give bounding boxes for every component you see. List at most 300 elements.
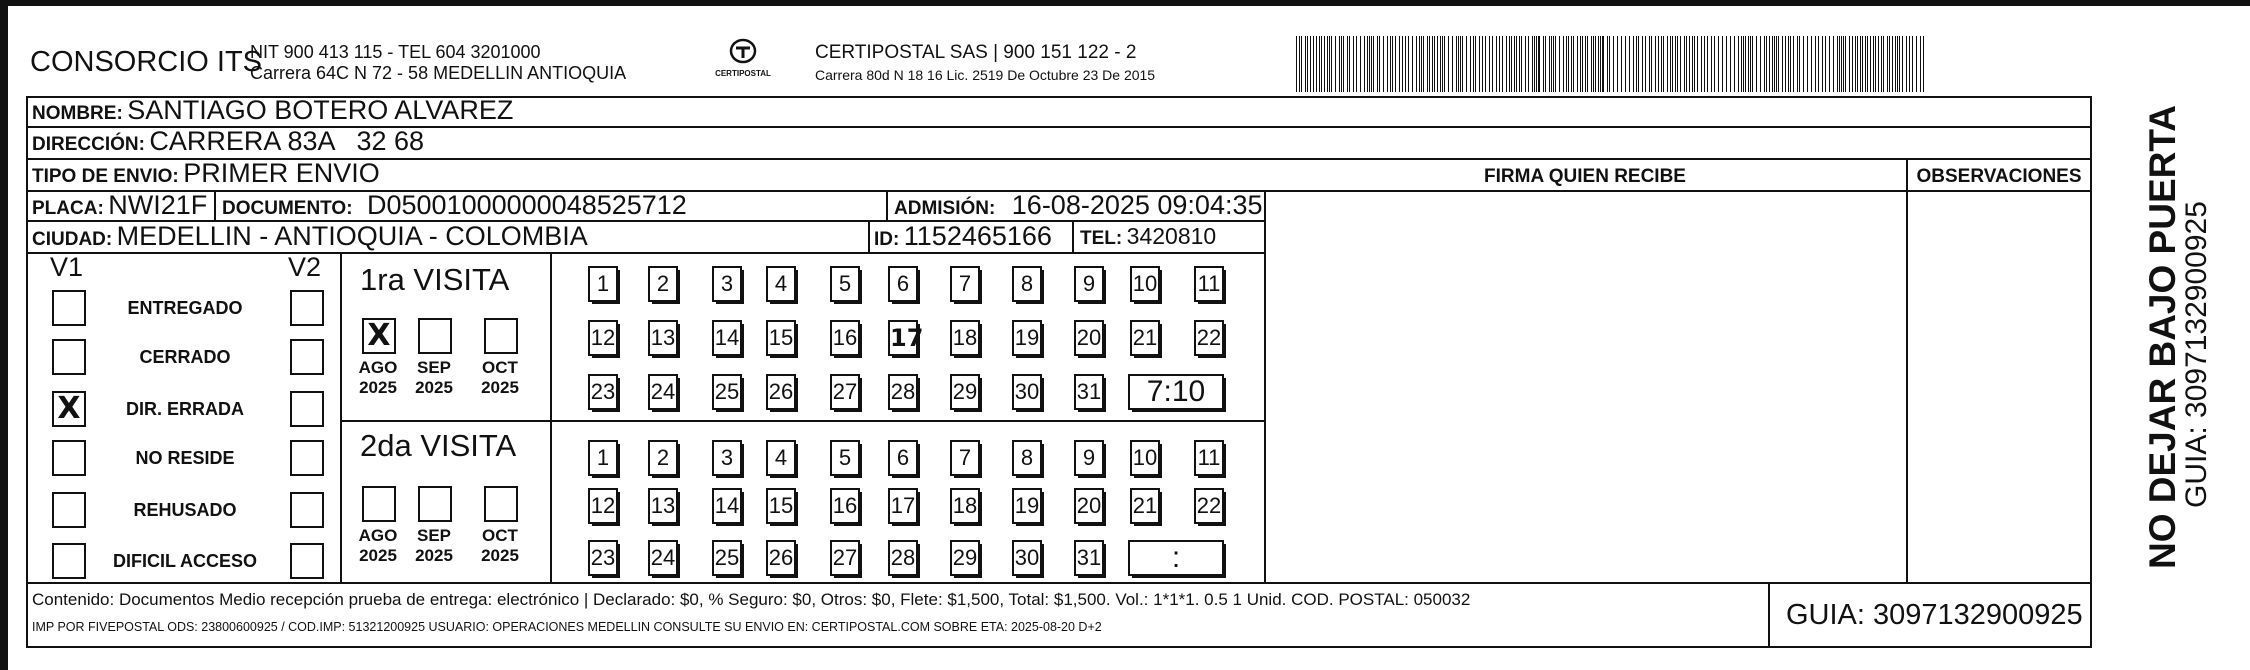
- barcode-bar: [1551, 36, 1552, 92]
- day-box[interactable]: 8: [1012, 440, 1042, 476]
- barcode-bar: [1573, 36, 1574, 92]
- barcode-bar: [1307, 36, 1308, 92]
- barcode-bar: [1568, 36, 1569, 92]
- day-box[interactable]: 5: [830, 266, 860, 302]
- barcode-bar: [1822, 36, 1823, 92]
- month-year-label: 2025: [481, 546, 519, 565]
- status-option-label: CERRADO: [139, 347, 231, 367]
- barcode-bar: [1607, 36, 1608, 92]
- barcode-bar: [1369, 36, 1370, 92]
- direccion-value: CARRERA 83A 32 68: [149, 126, 425, 156]
- barcode-bar: [1667, 36, 1668, 92]
- barcode-bar: [1392, 36, 1393, 92]
- barcode-bar: [1661, 36, 1662, 92]
- day-box[interactable]: 6: [888, 440, 918, 476]
- barcode-bar: [1440, 36, 1441, 92]
- month-checkbox[interactable]: X: [362, 318, 396, 354]
- month-year-label: 2025: [359, 546, 397, 565]
- side-guia: GUIA: 3097132900925: [2180, 201, 2213, 508]
- barcode-bar: [1621, 36, 1622, 92]
- barcode-bar: [1892, 36, 1893, 92]
- barcode-bar: [1677, 36, 1678, 92]
- barcode-bar: [1906, 36, 1907, 92]
- barcode-bar: [1726, 36, 1727, 92]
- ciudad-cell: [32, 221, 588, 252]
- barcode-bar: [1347, 36, 1348, 92]
- barcode-bar: [1711, 36, 1712, 92]
- barcode-bar: [1538, 36, 1540, 92]
- day-box[interactable]: 12: [588, 320, 618, 356]
- barcode-bar: [1609, 36, 1610, 92]
- barcode-bar: [1427, 36, 1428, 92]
- barcode-bar: [1419, 36, 1420, 92]
- barcode-bar: [1470, 36, 1471, 92]
- barcode-bar: [1818, 36, 1819, 92]
- barcode-bar: [1799, 36, 1800, 92]
- firma-area[interactable]: [1266, 192, 1904, 580]
- time-field[interactable]: :: [1128, 540, 1224, 576]
- day-box[interactable]: 14: [712, 488, 742, 524]
- barcode-bar: [1829, 36, 1830, 92]
- barcode-bar: [1752, 36, 1753, 92]
- day-box[interactable]: 5: [830, 440, 860, 476]
- v2-checkbox[interactable]: [290, 339, 324, 375]
- day-box[interactable]: 15: [766, 320, 796, 356]
- courier-info-line1: CERTIPOSTAL SAS | 900 151 122 - 2: [815, 42, 1137, 63]
- barcode-bar: [1475, 36, 1476, 92]
- barcode-bar: [1883, 36, 1884, 92]
- status-option-label: REHUSADO: [133, 500, 237, 520]
- nombre-label: NOMBRE:: [32, 103, 123, 124]
- v1-checkbox[interactable]: [52, 290, 86, 326]
- barcode-bar: [1473, 36, 1474, 92]
- day-box[interactable]: 31: [1074, 540, 1104, 576]
- v2-header: V2: [288, 252, 322, 282]
- month-checkbox[interactable]: [362, 486, 396, 522]
- day-box[interactable]: 15: [766, 488, 796, 524]
- barcode-bar: [1878, 36, 1879, 92]
- barcode-bar: [1364, 36, 1365, 92]
- barcode-bar: [1895, 36, 1896, 92]
- barcode-bar: [1636, 36, 1637, 92]
- day-box[interactable]: 1: [588, 440, 618, 476]
- documento-label: DOCUMENTO:: [222, 198, 353, 219]
- barcode-bar: [1841, 36, 1842, 92]
- barcode-bar: [1774, 36, 1775, 92]
- day-box[interactable]: 16: [830, 320, 860, 356]
- barcode-bar: [1694, 36, 1695, 92]
- v2-checkbox[interactable]: [290, 492, 324, 528]
- day-box[interactable]: 7: [950, 266, 980, 302]
- day-box[interactable]: 7: [950, 440, 980, 476]
- barcode-bar: [1807, 36, 1808, 92]
- barcode-bar: [1506, 36, 1507, 92]
- day-box[interactable]: 20: [1074, 320, 1104, 356]
- barcode-bar: [1373, 36, 1374, 92]
- barcode-bar: [1714, 36, 1715, 92]
- day-box[interactable]: 27: [830, 540, 860, 576]
- barcode-bar: [1585, 36, 1586, 92]
- barcode-bar: [1496, 36, 1497, 92]
- id-cell: [874, 221, 1052, 252]
- month-checkbox[interactable]: [418, 318, 452, 354]
- day-box[interactable]: 16: [830, 488, 860, 524]
- month-label: AGO: [358, 358, 398, 377]
- barcode-bar: [1321, 36, 1322, 92]
- day-box[interactable]: 28: [888, 540, 918, 576]
- barcode-bar: [1444, 36, 1445, 92]
- direccion-label: DIRECCIÓN:: [32, 134, 145, 155]
- month-label: OCT: [482, 358, 518, 377]
- barcode-bar: [1897, 36, 1898, 92]
- barcode-bar: [1587, 36, 1588, 92]
- barcode-bar: [1881, 36, 1882, 92]
- barcode-bar: [1889, 36, 1890, 92]
- day-box[interactable]: 27: [830, 374, 860, 410]
- barcode-bar: [1341, 36, 1342, 92]
- day-box[interactable]: 19: [1012, 320, 1042, 356]
- day-box[interactable]: 21: [1130, 488, 1160, 524]
- day-box[interactable]: 10: [1130, 440, 1160, 476]
- barcode-bar: [1852, 36, 1853, 92]
- day-box[interactable]: 31: [1074, 374, 1104, 410]
- footer-print-info: IMP POR FIVEPOSTAL ODS: 23800600925 / COD.IMP: 51321200925 USUARIO: OPERACIONES MEDELLIN CONSULTE SU ENVIO EN: CERTIPOSTAL.COM SOBRE ETA: 2025-08-20 D+2: [32, 620, 1102, 634]
- barcode-bar: [1545, 36, 1546, 92]
- barcode-bar: [1912, 36, 1913, 92]
- day-box[interactable]: 24: [648, 540, 678, 576]
- status-option-label: ENTREGADO: [127, 298, 243, 318]
- barcode-bar: [1862, 36, 1863, 92]
- barcode-bar: [1902, 36, 1903, 92]
- barcode-bar: [1408, 36, 1409, 92]
- barcode-bar: [1617, 36, 1618, 92]
- placa-value: NWI21F: [108, 190, 208, 220]
- id-label: ID:: [874, 229, 900, 250]
- nombre-row: [32, 95, 513, 126]
- day-box[interactable]: 17: [888, 320, 918, 356]
- barcode-bar: [1865, 36, 1866, 92]
- status-option-label: DIR. ERRADA: [125, 399, 244, 419]
- barcode-bar: [1598, 36, 1599, 92]
- barcode-bar: [1466, 36, 1467, 92]
- barcode-bar: [1395, 36, 1396, 92]
- month-year-label: 2025: [415, 546, 453, 565]
- barcode-bar: [1434, 36, 1435, 92]
- barcode-bar: [1319, 36, 1320, 92]
- barcode-bar: [1521, 36, 1522, 92]
- barcode-bar: [1867, 36, 1868, 92]
- day-box[interactable]: 12: [588, 488, 618, 524]
- barcode-bar: [1909, 36, 1910, 92]
- barcode-bar: [1760, 36, 1761, 92]
- barcode-bar: [1462, 36, 1463, 92]
- barcode-bar: [1543, 36, 1544, 92]
- barcode-bar: [1577, 36, 1578, 92]
- placa-label: PLACA:: [32, 198, 104, 219]
- barcode-bar: [1684, 36, 1685, 92]
- barcode-bar: [1837, 36, 1838, 92]
- barcode-bar: [1602, 36, 1604, 92]
- scan-edge-left: [0, 0, 8, 670]
- footer-guia: GUIA: 3097132900925: [1786, 599, 2083, 631]
- barcode-bar: [1738, 36, 1739, 92]
- barcode-bar: [1680, 36, 1681, 92]
- barcode-bar: [1811, 36, 1812, 92]
- barcode-bar: [1349, 36, 1350, 92]
- barcode-bar: [1456, 36, 1457, 92]
- day-box[interactable]: 25: [712, 374, 742, 410]
- day-box[interactable]: 29: [950, 540, 980, 576]
- day-box[interactable]: 26: [766, 374, 796, 410]
- status-option-label: DIFICIL ACCESO: [112, 551, 257, 571]
- company-info-line1: NIT 900 413 115 - TEL 604 3201000: [250, 42, 541, 62]
- barcode-bar: [1582, 36, 1583, 92]
- barcode-bar: [1923, 36, 1924, 92]
- barcode-bar: [1379, 36, 1380, 92]
- barcode-bar: [1600, 36, 1601, 92]
- barcode-bar: [1509, 36, 1510, 92]
- barcode-bar: [1797, 36, 1798, 92]
- barcode-bar: [1360, 36, 1361, 92]
- day-box[interactable]: 3: [712, 440, 742, 476]
- barcode-bar: [1356, 36, 1357, 92]
- barcode-bar: [1534, 36, 1535, 92]
- barcode-bar: [1514, 36, 1515, 92]
- ciudad-label: CIUDAD:: [32, 229, 113, 250]
- day-box[interactable]: 18: [950, 320, 980, 356]
- day-box[interactable]: 1: [588, 266, 618, 302]
- barcode-bar: [1383, 36, 1384, 92]
- barcode-bar: [1331, 36, 1332, 92]
- barcode-bar: [1734, 36, 1735, 92]
- barcode-bar: [1849, 36, 1850, 92]
- barcode-bar: [1549, 36, 1550, 92]
- v2-checkbox[interactable]: [290, 391, 324, 427]
- barcode-bar: [1675, 36, 1676, 92]
- barcode-bar: [1329, 36, 1330, 92]
- barcode-bar: [1371, 36, 1372, 92]
- barcode-bar: [1803, 36, 1804, 92]
- day-box[interactable]: 8: [1012, 266, 1042, 302]
- month-checkbox[interactable]: [484, 486, 518, 522]
- barcode-bar: [1405, 36, 1406, 92]
- barcode-bar: [1595, 36, 1596, 92]
- barcode-bar: [1730, 36, 1731, 92]
- day-box[interactable]: 2: [648, 266, 678, 302]
- barcode-bar: [1916, 36, 1917, 92]
- month-label: OCT: [482, 526, 518, 545]
- day-box[interactable]: 14: [712, 320, 742, 356]
- documento-cell: [222, 190, 687, 221]
- barcode-bar: [1437, 36, 1438, 92]
- day-box[interactable]: 22: [1194, 488, 1224, 524]
- company-info-line2: Carrera 64C N 72 - 58 MEDELLIN ANTIOQUIA: [250, 63, 627, 83]
- day-box[interactable]: 28: [888, 374, 918, 410]
- v1-checkbox[interactable]: [52, 440, 86, 476]
- day-box[interactable]: 30: [1012, 374, 1042, 410]
- barcode-bar: [1489, 36, 1490, 92]
- barcode-bar: [1899, 36, 1900, 92]
- barcode-bar: [1887, 36, 1888, 92]
- day-box[interactable]: 18: [950, 488, 980, 524]
- barcode-bar: [1301, 36, 1302, 92]
- month-label: SEP: [416, 358, 452, 377]
- barcode-bar: [1519, 36, 1520, 92]
- barcode-bar: [1745, 36, 1746, 92]
- barcode-bar: [1764, 36, 1765, 92]
- day-box[interactable]: 13: [648, 320, 678, 356]
- day-box[interactable]: 30: [1012, 540, 1042, 576]
- v1-checkbox[interactable]: [52, 492, 86, 528]
- day-box[interactable]: 10: [1130, 266, 1160, 302]
- day-box[interactable]: 4: [766, 440, 796, 476]
- barcode-bar: [1655, 36, 1656, 92]
- barcode-bar: [1485, 36, 1486, 92]
- barcode-bar: [1769, 36, 1770, 92]
- barcode-bar: [1625, 36, 1626, 92]
- barcode-bar: [1658, 36, 1659, 92]
- month-year-label: 2025: [415, 378, 453, 397]
- barcode-bar: [1335, 36, 1336, 92]
- placa-cell: [32, 190, 207, 221]
- barcode-bar: [1559, 36, 1560, 92]
- day-box[interactable]: 24: [648, 374, 678, 410]
- barcode-bar: [1718, 36, 1719, 92]
- barcode-bar: [1316, 36, 1317, 92]
- barcode-bar: [1743, 36, 1744, 92]
- barcode-bar: [1704, 36, 1705, 92]
- month-checkbox[interactable]: [484, 318, 518, 354]
- barcode-bar: [1377, 36, 1378, 92]
- barcode-bar: [1825, 36, 1826, 92]
- barcode-bar: [1697, 36, 1698, 92]
- barcode-bar: [1670, 36, 1671, 92]
- direccion-row: [32, 126, 424, 157]
- barcode-bar: [1766, 36, 1767, 92]
- visit2-title: 2da VISITA: [360, 428, 517, 463]
- barcode-bar: [1367, 36, 1368, 92]
- nombre-value: SANTIAGO BOTERO ALVAREZ: [127, 95, 514, 125]
- day-box[interactable]: 11: [1194, 266, 1224, 302]
- barcode-bar: [1642, 36, 1643, 92]
- barcode-bar: [1638, 36, 1639, 92]
- day-box[interactable]: 23: [588, 540, 618, 576]
- barcode-bar: [1692, 36, 1693, 92]
- barcode-bar: [1571, 36, 1572, 92]
- barcode-bar: [1412, 36, 1413, 92]
- barcode-bar: [1741, 36, 1742, 92]
- barcode-bar: [1663, 36, 1664, 92]
- day-box[interactable]: 6: [888, 266, 918, 302]
- barcode-bar: [1772, 36, 1773, 92]
- status-option-label: NO RESIDE: [135, 448, 235, 468]
- visit1-title: 1ra VISITA: [360, 262, 510, 297]
- barcode-bar: [1448, 36, 1449, 92]
- month-checkbox[interactable]: [418, 486, 452, 522]
- barcode-bar: [1750, 36, 1751, 92]
- barcode-bar: [1458, 36, 1459, 92]
- barcode-bar: [1387, 36, 1388, 92]
- day-box[interactable]: 4: [766, 266, 796, 302]
- barcode-bar: [1339, 36, 1340, 92]
- barcode-bar: [1313, 36, 1314, 92]
- day-box[interactable]: 9: [1074, 266, 1104, 302]
- barcode-bar: [1782, 36, 1783, 92]
- v1-checkbox[interactable]: X: [52, 391, 86, 427]
- barcode-bar: [1566, 36, 1567, 92]
- barcode-bar: [1689, 36, 1690, 92]
- month-label: AGO: [358, 526, 398, 545]
- barcode-bar: [1482, 36, 1483, 92]
- day-box[interactable]: 19: [1012, 488, 1042, 524]
- barcode-bar: [1833, 36, 1834, 92]
- v2-checkbox[interactable]: [290, 543, 324, 579]
- day-box[interactable]: 20: [1074, 488, 1104, 524]
- day-box[interactable]: 25: [712, 540, 742, 576]
- barcode-bar: [1452, 36, 1453, 92]
- day-box[interactable]: 17: [888, 488, 918, 524]
- v1-checkbox[interactable]: [52, 339, 86, 375]
- firma-header: FIRMA QUIEN RECIBE: [1484, 166, 1686, 187]
- barcode-bar: [1649, 36, 1650, 92]
- barcode-bar: [1633, 36, 1634, 92]
- month-year-label: 2025: [359, 378, 397, 397]
- courier-info-line2: Carrera 80d N 18 16 Lic. 2519 De Octubre 23 De 2015: [815, 67, 1156, 83]
- scan-edge-top: [0, 0, 2250, 6]
- barcode-bar: [1460, 36, 1461, 92]
- barcode-bar: [1790, 36, 1791, 92]
- barcode-bar: [1701, 36, 1702, 92]
- barcode-bar: [1672, 36, 1673, 92]
- id-value: 1152465166: [903, 221, 1052, 251]
- day-box[interactable]: 21: [1130, 320, 1160, 356]
- barcode-bar: [1479, 36, 1480, 92]
- ciudad-value: MEDELLIN - ANTIOQUIA - COLOMBIA: [116, 221, 588, 251]
- v2-checkbox[interactable]: [290, 440, 324, 476]
- day-box[interactable]: 3: [712, 266, 742, 302]
- barcode-bar: [1390, 36, 1391, 92]
- time-field[interactable]: 7:10: [1128, 374, 1224, 410]
- barcode-bar: [1423, 36, 1424, 92]
- day-box[interactable]: 11: [1194, 440, 1224, 476]
- day-box[interactable]: 22: [1194, 320, 1224, 356]
- barcode-bar: [1343, 36, 1344, 92]
- barcode-bar: [1353, 36, 1354, 92]
- barcode-bar: [1793, 36, 1794, 92]
- admision-value: 16-08-2025 09:04:35: [1011, 190, 1263, 220]
- day-box[interactable]: 2: [648, 440, 678, 476]
- company-name: CONSORCIO ITS: [30, 46, 263, 78]
- month-year-label: 2025: [481, 378, 519, 397]
- barcode-bar: [1402, 36, 1403, 92]
- barcode-bar: [1839, 36, 1840, 92]
- barcode-bar: [1525, 36, 1526, 92]
- day-box[interactable]: 26: [766, 540, 796, 576]
- barcode-bar: [1305, 36, 1306, 92]
- day-box[interactable]: 9: [1074, 440, 1104, 476]
- day-box[interactable]: 29: [950, 374, 980, 410]
- observaciones-area[interactable]: [1908, 192, 2088, 580]
- barcode-bar: [1613, 36, 1614, 92]
- v2-checkbox[interactable]: [290, 290, 324, 326]
- day-box[interactable]: 23: [588, 374, 618, 410]
- barcode-bar: [1591, 36, 1592, 92]
- barcode-bar: [1324, 36, 1325, 92]
- v1-checkbox[interactable]: [52, 543, 86, 579]
- barcode-bar: [1429, 36, 1430, 92]
- day-box[interactable]: 13: [648, 488, 678, 524]
- tipo-envio-label: TIPO DE ENVIO:: [32, 166, 179, 187]
